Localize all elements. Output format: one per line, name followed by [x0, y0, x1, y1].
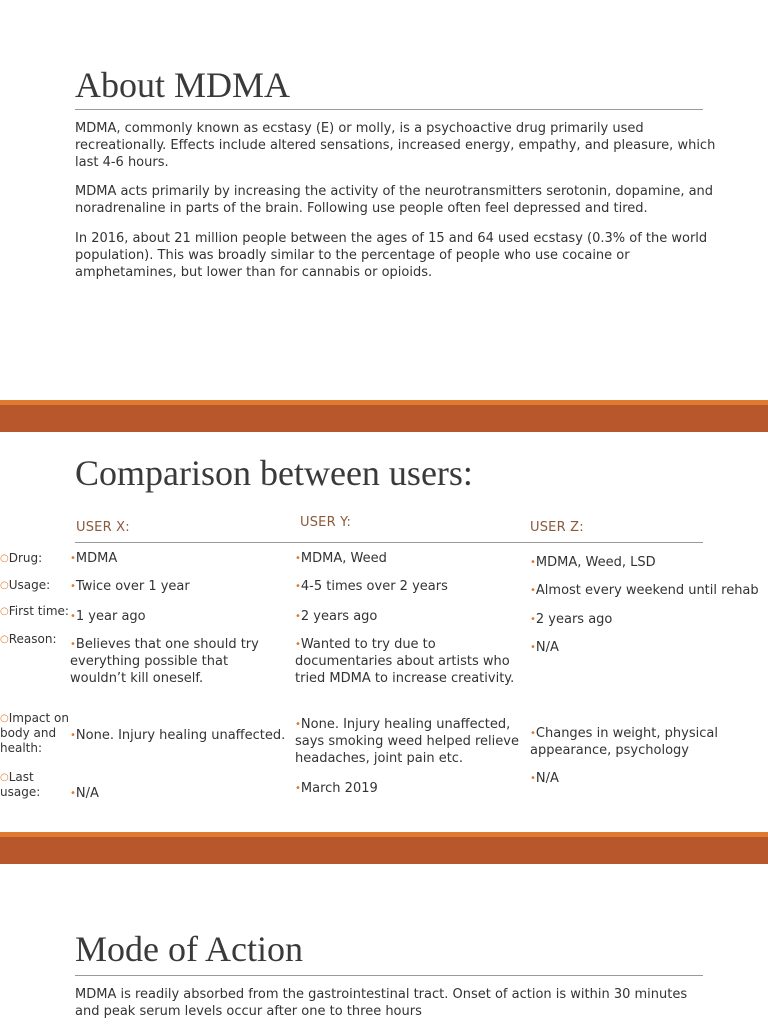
cell-user-x-first-time: •1 year ago	[70, 609, 146, 624]
cell-user-z-impact: •Changes in weight, physical appearance, psychology	[530, 726, 718, 758]
hollow-circle-bullet-icon: ○	[0, 713, 9, 724]
square-bullet-icon: •	[295, 639, 301, 650]
square-bullet-icon: •	[70, 639, 76, 650]
row-label-last-usage: ○Last usage:	[0, 770, 41, 799]
square-bullet-icon: •	[295, 783, 301, 794]
row-label-usage: ○Usage:	[0, 578, 51, 592]
slide-divider	[0, 832, 768, 864]
hollow-circle-bullet-icon: ○	[0, 634, 9, 645]
row-label-reason: ○Reason:	[0, 632, 57, 646]
paragraph: MDMA, commonly known as ecstasy (E) or molly, is a psychoactive drug primarily used recreationally. Effects include altered sensations, increased energy, empathy, and pleasure, which last 4-6 hours.	[75, 121, 716, 170]
column-header-user-y: USER Y:	[300, 515, 352, 530]
square-bullet-icon: •	[70, 730, 76, 741]
cell-user-y-reason: •Wanted to try due to documentaries about artists who tried MDMA to increase creativity.	[295, 637, 515, 686]
paragraph: In 2016, about 21 million people between the ages of 15 and 64 used ecstasy (0.3% of the world population). This was broadly similar to the percentage of people who use cocaine or amphetamines, but lower than for cannabis or opioids.	[75, 231, 708, 280]
cell-user-z-first-time: •2 years ago	[530, 612, 613, 627]
paragraph: MDMA acts primarily by increasing the activity of the neurotransmitters serotonin, dopamine, and noradrenaline in parts of the brain. Following use people often feel depressed and tired.	[75, 184, 714, 216]
square-bullet-icon: •	[295, 581, 301, 592]
cell-user-x-usage: •Twice over 1 year	[70, 579, 190, 594]
column-header-user-z: USER Z:	[530, 520, 584, 535]
cell-user-x-last-usage: •N/A	[70, 786, 99, 801]
slide-title: Mode of Action	[75, 929, 303, 969]
slide-title: About MDMA	[75, 65, 291, 105]
hollow-circle-bullet-icon: ○	[0, 580, 9, 591]
title-underline	[75, 975, 703, 976]
square-bullet-icon: •	[530, 585, 536, 596]
square-bullet-icon: •	[530, 614, 536, 625]
hollow-circle-bullet-icon: ○	[0, 772, 9, 783]
cell-user-y-impact: •None. Injury healing unaffected, says smoking weed helped relieve headaches, joint pain etc.	[295, 717, 519, 766]
square-bullet-icon: •	[70, 611, 76, 622]
paragraph: MDMA is readily absorbed from the gastrointestinal tract. Onset of action is within 30 minutes and peak serum levels occur after one to three hours	[75, 987, 688, 1019]
square-bullet-icon: •	[70, 553, 76, 564]
square-bullet-icon: •	[70, 581, 76, 592]
square-bullet-icon: •	[530, 642, 536, 653]
row-label-impact: ○Impact on body and health:	[0, 711, 69, 755]
cell-user-x-drug: •MDMA	[70, 551, 118, 566]
cell-user-z-drug: •MDMA, Weed, LSD	[530, 555, 656, 570]
cell-user-y-usage: •4-5 times over 2 years	[295, 579, 448, 594]
square-bullet-icon: •	[70, 788, 76, 799]
square-bullet-icon: •	[530, 728, 536, 739]
hollow-circle-bullet-icon: ○	[0, 606, 9, 617]
square-bullet-icon: •	[295, 553, 301, 564]
cell-user-z-usage: •Almost every weekend until rehab	[530, 583, 759, 598]
square-bullet-icon: •	[530, 773, 536, 784]
header-underline	[75, 542, 703, 543]
title-underline	[75, 109, 703, 110]
slide-title: Comparison between users:	[75, 453, 473, 493]
cell-user-y-last-usage: •March 2019	[295, 781, 378, 796]
slide-mode-of-action	[0, 864, 768, 1024]
hollow-circle-bullet-icon: ○	[0, 553, 9, 564]
slide-comparison	[0, 432, 768, 832]
cell-user-z-last-usage: •N/A	[530, 771, 559, 786]
cell-user-z-reason: •N/A	[530, 640, 559, 655]
square-bullet-icon: •	[530, 557, 536, 568]
slide-divider	[0, 400, 768, 432]
cell-user-x-reason: •Believes that one should try everything possible that wouldn’t kill oneself.	[70, 637, 259, 686]
cell-user-x-impact: •None. Injury healing unaffected.	[70, 728, 286, 743]
cell-user-y-first-time: •2 years ago	[295, 609, 378, 624]
square-bullet-icon: •	[295, 611, 301, 622]
column-header-user-x: USER X:	[76, 520, 130, 535]
row-label-first-time: ○First time:	[0, 604, 69, 618]
slide-about-mdma	[0, 0, 768, 400]
cell-user-y-drug: •MDMA, Weed	[295, 551, 387, 566]
square-bullet-icon: •	[295, 719, 301, 730]
row-label-drug: ○Drug:	[0, 551, 43, 565]
